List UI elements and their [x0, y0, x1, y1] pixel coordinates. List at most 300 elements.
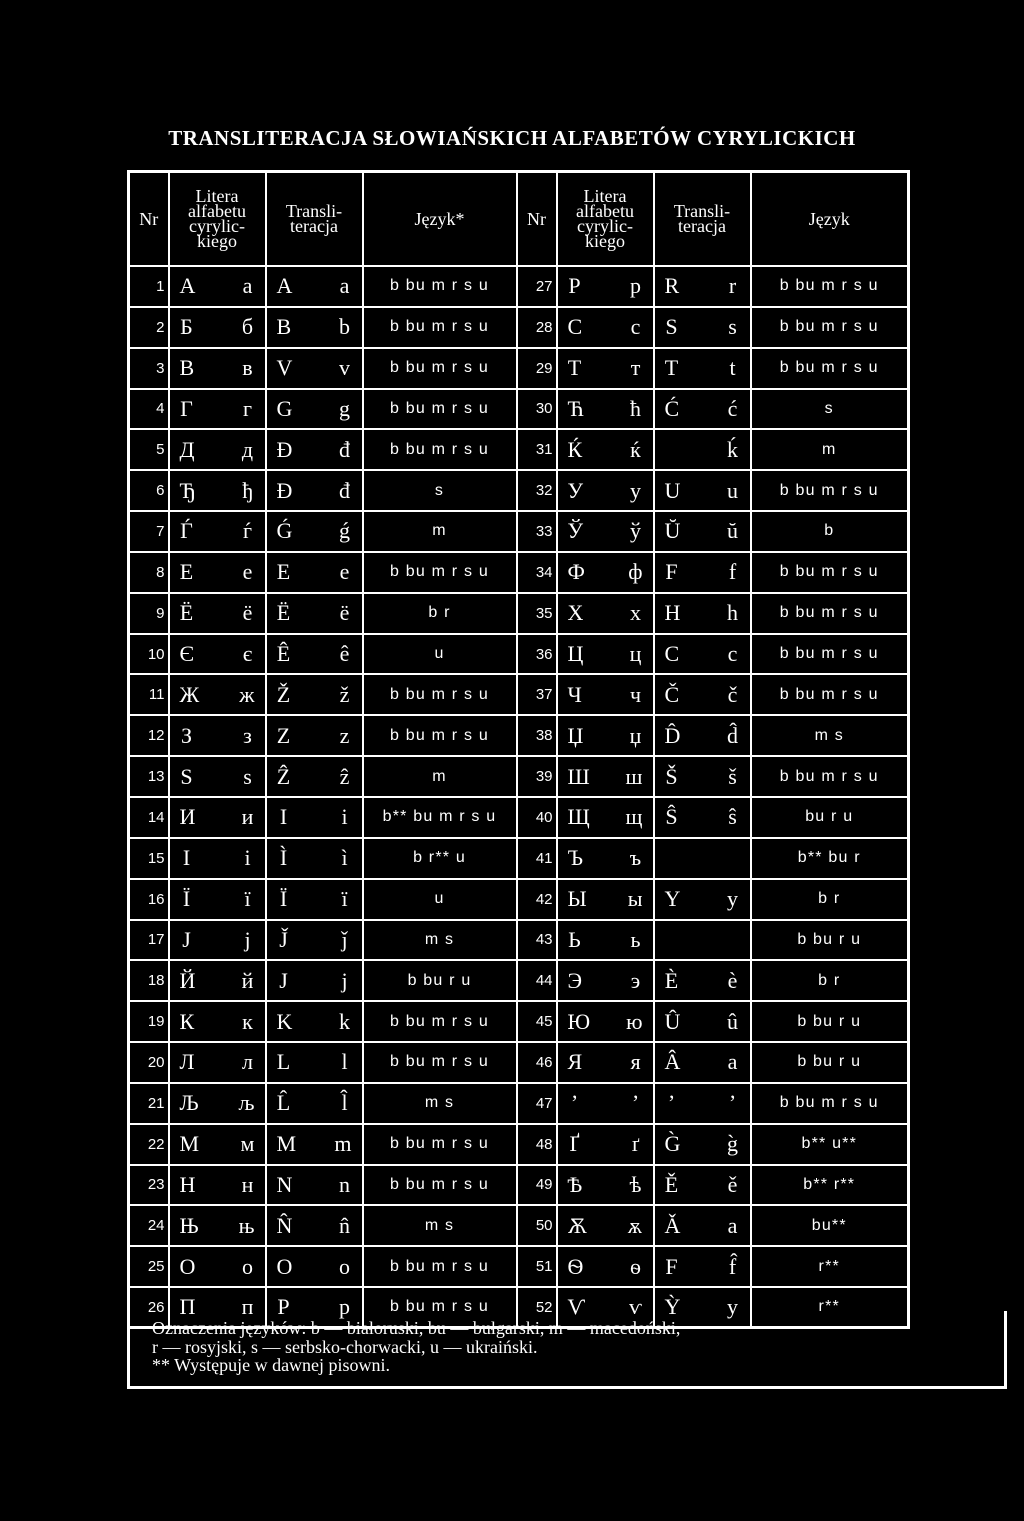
transliteration-cell-pair [267, 437, 362, 463]
lowercase-letter: b [339, 314, 350, 340]
uppercase-letter: G [276, 395, 293, 421]
table-row [129, 634, 909, 675]
uppercase-letter: В [179, 355, 195, 381]
lowercase-letter: љ [238, 1090, 255, 1116]
uppercase-letter: T [664, 355, 679, 381]
transliteration-cell [266, 1083, 363, 1124]
uppercase-letter: V [276, 355, 293, 381]
transliteration-cell-pair [655, 314, 750, 340]
cyrillic-letter-cell-pair [558, 968, 653, 994]
lowercase-letter: ћ [630, 395, 641, 421]
cyrillic-letter-cell-pair [170, 764, 265, 790]
transliteration-cell [266, 756, 363, 797]
lowercase-letter: y [727, 1294, 738, 1320]
transliteration-cell-pair [655, 1131, 750, 1157]
header-row [129, 172, 909, 267]
row-number: 42 [517, 879, 557, 920]
cyrillic-letter-cell [169, 511, 266, 552]
cyrillic-letter-cell-pair [170, 927, 265, 953]
transliteration-cell [266, 960, 363, 1001]
transliteration-cell [266, 715, 363, 756]
transliteration-cell-pair [267, 1009, 362, 1035]
row-number: 33 [517, 511, 557, 552]
uppercase-letter: Н [179, 1171, 196, 1197]
lowercase-letter: р [630, 273, 641, 299]
transliteration-cell [266, 879, 363, 920]
transliteration-cell [266, 429, 363, 470]
row-number: 48 [517, 1124, 557, 1165]
transliteration-cell [654, 634, 751, 675]
transliteration-cell [654, 920, 751, 961]
lowercase-letter: ъ [629, 845, 642, 871]
uppercase-letter: І [182, 845, 191, 871]
cyrillic-letter-cell-pair [170, 804, 265, 830]
cyrillic-letter-cell-pair [170, 314, 265, 340]
lowercase-letter: g [339, 395, 350, 421]
lowercase-letter: ф [628, 559, 643, 585]
cyrillic-letter-cell-pair [558, 1213, 653, 1239]
lowercase-letter: ш [625, 763, 643, 789]
transliteration-cell [266, 1165, 363, 1206]
lowercase-letter: ѣ [629, 1171, 642, 1197]
table-row [129, 1205, 909, 1246]
lowercase-letter: č [727, 681, 738, 707]
lowercase-letter: ц [629, 641, 642, 667]
cyrillic-letter-cell [169, 593, 266, 634]
table-row [129, 593, 909, 634]
lowercase-letter: ḱ [727, 436, 738, 462]
language-codes: b r [363, 593, 517, 634]
uppercase-letter: S [665, 314, 678, 340]
uppercase-letter: Л [179, 1049, 195, 1075]
lowercase-letter: к [242, 1008, 253, 1034]
row-number: 17 [129, 920, 169, 961]
cyrillic-letter-cell-pair [170, 968, 265, 994]
lowercase-letter: о [242, 1253, 253, 1279]
lowercase-letter: ѕ [243, 763, 252, 789]
language-codes: b bu m r s u [363, 266, 517, 307]
lowercase-letter: л [242, 1049, 253, 1075]
lowercase-letter: х [630, 600, 641, 626]
table-row [129, 389, 909, 430]
lowercase-letter: t [729, 355, 736, 381]
lowercase-letter: a [339, 273, 350, 299]
header-translit: Transli-teracja [266, 172, 363, 267]
cyrillic-letter-cell [557, 920, 654, 961]
language-codes: b bu m r s u [363, 1042, 517, 1083]
cyrillic-letter-cell-pair [558, 1049, 653, 1075]
uppercase-letter: Х [567, 600, 584, 626]
lowercase-letter: š [728, 763, 737, 789]
header-litera: Litera alfabetu cyrylic-kiego [169, 172, 266, 267]
uppercase-letter: Ѵ [567, 1294, 586, 1320]
transliteration-cell-pair [655, 1049, 750, 1075]
lowercase-letter: ѵ [629, 1294, 642, 1320]
uppercase-letter: Е [179, 559, 194, 585]
cyrillic-letter-cell-pair [170, 478, 265, 504]
transliteration-cell [266, 348, 363, 389]
uppercase-letter: Ð [276, 436, 293, 462]
lowercase-letter: ѓ [242, 518, 253, 544]
footnote-line: Oznaczenia języków: b — białoruski, bu — bułgarski, m — macedoński, [152, 1318, 681, 1338]
language-codes: b bu m r s u [751, 756, 909, 797]
row-number: 12 [129, 715, 169, 756]
cyrillic-letter-cell-pair [558, 1009, 653, 1035]
row-number: 13 [129, 756, 169, 797]
uppercase-letter: Д [179, 436, 195, 462]
language-codes: b bu m r s u [751, 593, 909, 634]
row-number: 39 [517, 756, 557, 797]
language-codes: b bu m r s u [751, 470, 909, 511]
lowercase-letter: a [727, 1049, 738, 1075]
lowercase-letter: đ [339, 436, 350, 462]
language-codes: b bu m r s u [363, 1165, 517, 1206]
uppercase-letter: Ë [276, 600, 291, 626]
transliteration-cell-pair [267, 518, 362, 544]
uppercase-letter: Ё [179, 600, 194, 626]
cyrillic-letter-cell-pair [558, 314, 653, 340]
language-codes: u [363, 879, 517, 920]
cyrillic-letter-cell-pair [558, 804, 653, 830]
lowercase-letter: и [241, 804, 254, 830]
row-number: 34 [517, 552, 557, 593]
language-codes: b r** u [363, 838, 517, 879]
cyrillic-letter-cell [557, 511, 654, 552]
language-codes: b** bu m r s u [363, 797, 517, 838]
lowercase-letter: г [242, 395, 253, 421]
uppercase-letter: Г [180, 395, 193, 421]
uppercase-letter: Ѫ [567, 1212, 588, 1238]
lowercase-letter: s [728, 314, 737, 340]
row-number: 50 [517, 1205, 557, 1246]
cyrillic-letter-cell-pair [170, 641, 265, 667]
uppercase-letter: А [179, 273, 196, 299]
cyrillic-letter-cell-pair [558, 437, 653, 463]
lowercase-letter: ґ [631, 1131, 640, 1157]
transliteration-cell [654, 511, 751, 552]
lowercase-letter: ž [339, 681, 350, 707]
lowercase-letter: ч [629, 681, 642, 707]
language-codes: b bu m r s u [363, 389, 517, 430]
table-row [129, 1001, 909, 1042]
transliteration-cell-pair [655, 1213, 750, 1239]
lowercase-letter: v [339, 355, 350, 381]
language-codes: b** r** [751, 1165, 909, 1206]
transliteration-cell [266, 797, 363, 838]
cyrillic-letter-cell-pair [170, 273, 265, 299]
language-codes: b bu m r s u [363, 348, 517, 389]
lowercase-letter: d̂ [727, 722, 738, 748]
cyrillic-letter-cell-pair [558, 1131, 653, 1157]
cyrillic-letter-cell [557, 715, 654, 756]
uppercase-letter: Č [664, 681, 680, 707]
transliteration-cell [266, 389, 363, 430]
table-row [129, 266, 909, 307]
row-number: 26 [129, 1287, 169, 1328]
cyrillic-letter-cell [169, 960, 266, 1001]
transliteration-table [127, 170, 910, 1329]
row-number: 27 [517, 266, 557, 307]
transliteration-cell-pair [267, 355, 362, 381]
lowercase-letter: е [242, 559, 253, 585]
transliteration-cell [654, 838, 751, 879]
transliteration-cell-pair [267, 1131, 362, 1157]
uppercase-letter: Ð [276, 477, 293, 503]
cyrillic-letter-cell-pair [558, 355, 653, 381]
lowercase-letter: с [630, 314, 641, 340]
cyrillic-letter-cell [557, 960, 654, 1001]
language-codes: m [751, 429, 909, 470]
row-number: 19 [129, 1001, 169, 1042]
cyrillic-letter-cell-pair [170, 1090, 265, 1116]
uppercase-letter: Ѓ [180, 518, 193, 544]
cyrillic-letter-cell-pair [558, 600, 653, 626]
transliteration-cell [654, 593, 751, 634]
cyrillic-letter-cell-pair [170, 518, 265, 544]
transliteration-cell-pair [655, 886, 750, 912]
uppercase-letter: Ï [279, 886, 288, 912]
transliteration-cell-pair [267, 682, 362, 708]
table-row [129, 879, 909, 920]
cyrillic-letter-cell [169, 552, 266, 593]
lowercase-letter: в [242, 355, 253, 381]
uppercase-letter: Т [567, 355, 582, 381]
table-row [129, 797, 909, 838]
lowercase-letter: ŭ [727, 518, 738, 544]
transliteration-cell-pair [267, 1254, 362, 1280]
row-number: 44 [517, 960, 557, 1001]
uppercase-letter: Ж [179, 681, 200, 707]
lowercase-letter: j [341, 967, 348, 993]
uppercase-letter: M [276, 1131, 297, 1157]
transliteration-cell [266, 920, 363, 961]
lowercase-letter: z [339, 722, 350, 748]
row-number: 18 [129, 960, 169, 1001]
lowercase-letter: đ [339, 477, 350, 503]
transliteration-cell-pair [267, 314, 362, 340]
lowercase-letter: r [728, 273, 737, 299]
table-row [129, 470, 909, 511]
uppercase-letter: ’ [667, 1090, 676, 1116]
uppercase-letter: Ǎ [664, 1212, 681, 1238]
cyrillic-letter-cell [169, 1165, 266, 1206]
lowercase-letter: т [630, 355, 641, 381]
table-row [129, 307, 909, 348]
uppercase-letter: H [664, 600, 681, 626]
lowercase-letter: k [339, 1008, 350, 1034]
transliteration-cell-pair [267, 927, 362, 953]
lowercase-letter: ě [727, 1171, 738, 1197]
row-number: 43 [517, 920, 557, 961]
uppercase-letter: Я [567, 1049, 583, 1075]
uppercase-letter: Ш [567, 763, 590, 789]
row-number: 38 [517, 715, 557, 756]
lowercase-letter: o [339, 1253, 350, 1279]
table-row [129, 1083, 909, 1124]
uppercase-letter: C [664, 641, 680, 667]
uppercase-letter: Ь [568, 926, 581, 952]
transliteration-cell [654, 470, 751, 511]
language-codes: b bu m r s u [363, 1287, 517, 1328]
lowercase-letter: ’ [631, 1090, 640, 1116]
transliteration-cell [654, 1083, 751, 1124]
transliteration-cell-pair [655, 764, 750, 790]
lowercase-letter: д [241, 436, 254, 462]
cyrillic-letter-cell [169, 1042, 266, 1083]
cyrillic-letter-cell-pair [558, 396, 653, 422]
row-number: 51 [517, 1246, 557, 1287]
lowercase-letter: ы [627, 886, 643, 912]
language-codes: b bu m r s u [751, 266, 909, 307]
language-codes: b bu m r s u [363, 552, 517, 593]
uppercase-letter: И [179, 804, 196, 830]
lowercase-letter: щ [625, 804, 643, 830]
uppercase-letter: Ỳ [664, 1294, 681, 1320]
row-number: 28 [517, 307, 557, 348]
language-codes: b bu m r s u [363, 307, 517, 348]
uppercase-letter: П [179, 1294, 196, 1320]
cyrillic-letter-cell [169, 797, 266, 838]
language-codes: r** [751, 1287, 909, 1328]
table-row [129, 429, 909, 470]
transliteration-cell-pair [655, 1009, 750, 1035]
row-number: 46 [517, 1042, 557, 1083]
uppercase-letter: Ì [279, 845, 288, 871]
language-codes: b bu m r s u [363, 1124, 517, 1165]
uppercase-letter: R [664, 273, 680, 299]
transliteration-cell [654, 389, 751, 430]
cyrillic-letter-cell-pair [170, 600, 265, 626]
language-codes: s [751, 389, 909, 430]
transliteration-cell-pair [267, 478, 362, 504]
uppercase-letter: Ŭ [664, 518, 681, 544]
transliteration-cell [266, 1124, 363, 1165]
cyrillic-letter-cell-pair [558, 518, 653, 544]
uppercase-letter: Â [664, 1049, 681, 1075]
table-row [129, 1165, 909, 1206]
language-codes: b bu m r s u [363, 674, 517, 715]
cyrillic-letter-cell [169, 307, 266, 348]
cyrillic-letter-cell [169, 838, 266, 879]
lowercase-letter: ё [242, 600, 253, 626]
header-jezyk: Język* [363, 172, 517, 267]
lowercase-letter: ќ [630, 436, 641, 462]
cyrillic-letter-cell [169, 389, 266, 430]
cyrillic-letter-cell-pair [558, 1090, 653, 1116]
table-row [129, 715, 909, 756]
cyrillic-letter-cell [169, 1083, 266, 1124]
language-codes: bu** [751, 1205, 909, 1246]
row-number: 31 [517, 429, 557, 470]
row-number: 37 [517, 674, 557, 715]
lowercase-letter: a [727, 1212, 738, 1238]
uppercase-letter: N̂ [276, 1212, 293, 1238]
transliteration-cell [654, 1165, 751, 1206]
uppercase-letter: Ŝ [665, 804, 678, 830]
uppercase-letter: J̌ [279, 926, 288, 952]
transliteration-cell-pair [655, 355, 750, 381]
cyrillic-letter-cell [557, 266, 654, 307]
cyrillic-letter-cell-pair [558, 1254, 653, 1280]
cyrillic-letter-cell [557, 838, 654, 879]
row-number: 10 [129, 634, 169, 675]
lowercase-letter: e [339, 559, 350, 585]
row-number: 2 [129, 307, 169, 348]
row-number: 47 [517, 1083, 557, 1124]
cyrillic-letter-cell [169, 348, 266, 389]
transliteration-cell-pair [267, 886, 362, 912]
cyrillic-letter-cell [557, 429, 654, 470]
lowercase-letter: н [241, 1171, 254, 1197]
lowercase-letter: я [630, 1049, 641, 1075]
lowercase-letter: ì [341, 845, 348, 871]
language-codes: b r [751, 960, 909, 1001]
table-row [129, 960, 909, 1001]
uppercase-letter: A [276, 273, 293, 299]
lowercase-letter: ў [630, 518, 641, 544]
transliteration-cell [654, 266, 751, 307]
uppercase-letter: L̂ [276, 1090, 291, 1116]
cyrillic-letter-cell-pair [558, 641, 653, 667]
cyrillic-letter-cell-pair [170, 1213, 265, 1239]
transliteration-cell [654, 756, 751, 797]
language-codes: b bu m r s u [751, 348, 909, 389]
language-codes: m s [363, 1205, 517, 1246]
uppercase-letter: I [279, 804, 288, 830]
cyrillic-letter-cell [557, 1124, 654, 1165]
lowercase-letter: ж [239, 681, 255, 707]
uppercase-letter: Ю [567, 1008, 591, 1034]
lowercase-letter: l̂ [341, 1090, 348, 1116]
language-codes: m s [751, 715, 909, 756]
transliteration-cell [654, 307, 751, 348]
row-number: 15 [129, 838, 169, 879]
cyrillic-letter-cell [557, 593, 654, 634]
language-codes: u [363, 634, 517, 675]
cyrillic-letter-cell [557, 348, 654, 389]
row-number: 49 [517, 1165, 557, 1206]
uppercase-letter: Њ [179, 1212, 199, 1238]
lowercase-letter: l [341, 1049, 348, 1075]
transliteration-cell [654, 879, 751, 920]
uppercase-letter: М [179, 1131, 200, 1157]
cyrillic-letter-cell [557, 674, 654, 715]
table-row [129, 511, 909, 552]
lowercase-letter: б [241, 314, 254, 340]
uppercase-letter: Ě [664, 1171, 679, 1197]
language-codes: b bu r u [751, 920, 909, 961]
uppercase-letter: È [664, 967, 679, 993]
row-number: 52 [517, 1287, 557, 1328]
lowercase-letter: э [630, 967, 641, 993]
transliteration-cell [266, 511, 363, 552]
uppercase-letter: У [567, 477, 584, 503]
cyrillic-letter-cell-pair [170, 723, 265, 749]
lowercase-letter: c [727, 641, 738, 667]
cyrillic-letter-cell [169, 1124, 266, 1165]
table-row [129, 756, 909, 797]
lowercase-letter: й [241, 967, 254, 993]
uppercase-letter: Š [665, 763, 678, 789]
cyrillic-letter-cell-pair [558, 1172, 653, 1198]
lowercase-letter: ć [727, 395, 738, 421]
lowercase-letter: û [727, 1008, 738, 1034]
cyrillic-letter-cell-pair [558, 764, 653, 790]
transliteration-cell-pair [267, 968, 362, 994]
row-number: 36 [517, 634, 557, 675]
language-codes: b [751, 511, 909, 552]
transliteration-cell-pair [655, 273, 750, 299]
